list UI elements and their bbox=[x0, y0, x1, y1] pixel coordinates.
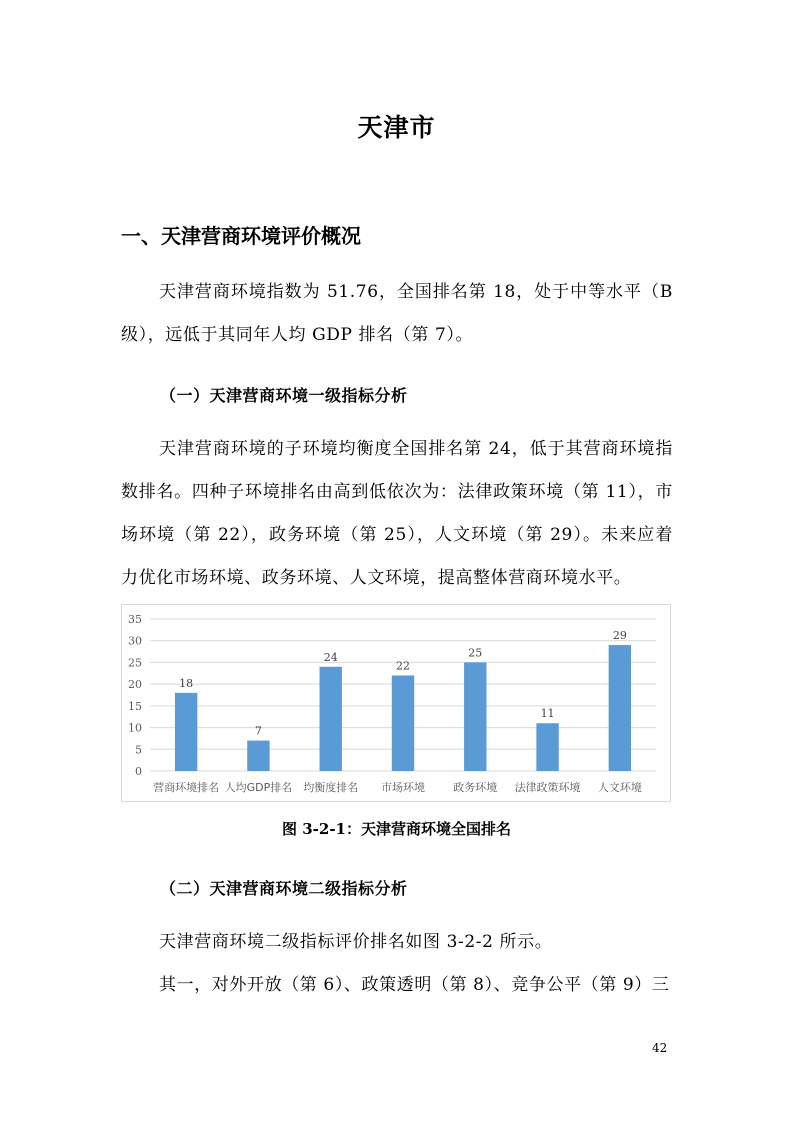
ranking-bar-chart bbox=[121, 604, 671, 802]
data-label: 18 bbox=[179, 676, 194, 690]
bar bbox=[609, 645, 631, 771]
bar bbox=[320, 667, 342, 771]
x-tick-label: 政务环境 bbox=[453, 781, 498, 794]
subsection-heading-level1: （一）天津营商环境一级指标分析 bbox=[160, 386, 408, 405]
bar bbox=[536, 723, 558, 771]
y-tick-label: 0 bbox=[135, 765, 142, 778]
x-tick-label: 均衡度排名 bbox=[303, 781, 359, 794]
y-tick-label: 20 bbox=[128, 678, 142, 692]
page-title: 天津市 bbox=[357, 113, 436, 142]
x-tick-label: 法律政策环境 bbox=[514, 781, 581, 794]
page-number: 42 bbox=[652, 1041, 668, 1055]
bar bbox=[175, 693, 197, 771]
bar bbox=[464, 662, 486, 771]
chart-canvas bbox=[122, 605, 672, 803]
x-tick-label: 营商环境排名 bbox=[153, 781, 220, 794]
data-label: 25 bbox=[468, 646, 483, 660]
data-label: 7 bbox=[254, 724, 262, 738]
x-tick-label: 市场环境 bbox=[381, 781, 425, 794]
subsection-heading-level2: （二）天津营商环境二级指标分析 bbox=[160, 879, 408, 898]
x-tick-label: 人文环境 bbox=[597, 781, 642, 794]
bar bbox=[247, 741, 269, 771]
paragraph-index-summary: 天津营商环境指数为 51.76，全国排名第 18，处于中等水平（B 级），远低于其同年人均 GDP 排名（第 7）。 bbox=[121, 282, 673, 345]
y-tick-label: 30 bbox=[128, 634, 142, 648]
y-tick-label: 25 bbox=[128, 656, 142, 670]
data-label: 22 bbox=[396, 659, 410, 673]
figure-caption: 图 3-2-1：天津营商环境全国排名 bbox=[282, 820, 511, 838]
y-tick-label: 5 bbox=[135, 743, 142, 757]
paragraph-figure-reference: 天津营商环境二级指标评价排名如图 3-2-2 所示。 bbox=[159, 932, 553, 952]
bar bbox=[392, 675, 414, 771]
y-tick-label: 10 bbox=[128, 721, 142, 735]
data-label: 24 bbox=[323, 650, 338, 664]
x-tick-label: 人均GDP排名 bbox=[224, 781, 293, 794]
data-label: 29 bbox=[612, 629, 627, 643]
paragraph-secondary-indicators: 其一，对外开放（第 6）、政策透明（第 8）、竞争公平（第 9）三 bbox=[159, 975, 670, 995]
y-tick-label: 35 bbox=[128, 613, 142, 626]
y-tick-label: 15 bbox=[128, 699, 142, 713]
section-heading: 一、天津营商环境评价概况 bbox=[121, 224, 361, 248]
data-label: 11 bbox=[540, 707, 555, 721]
paragraph-sub-environment: 天津营商环境的子环境均衡度全国排名第 24，低于其营商环境指数排名。四种子环境排名由高到低依次为：法律政策环境（第 11），市场环境（第 22），政务环境（第 25），人文环境（第 29）。未来应着力优化市场环境、政务环境、人文环境，提高整体营商环境水平。 bbox=[121, 439, 673, 588]
